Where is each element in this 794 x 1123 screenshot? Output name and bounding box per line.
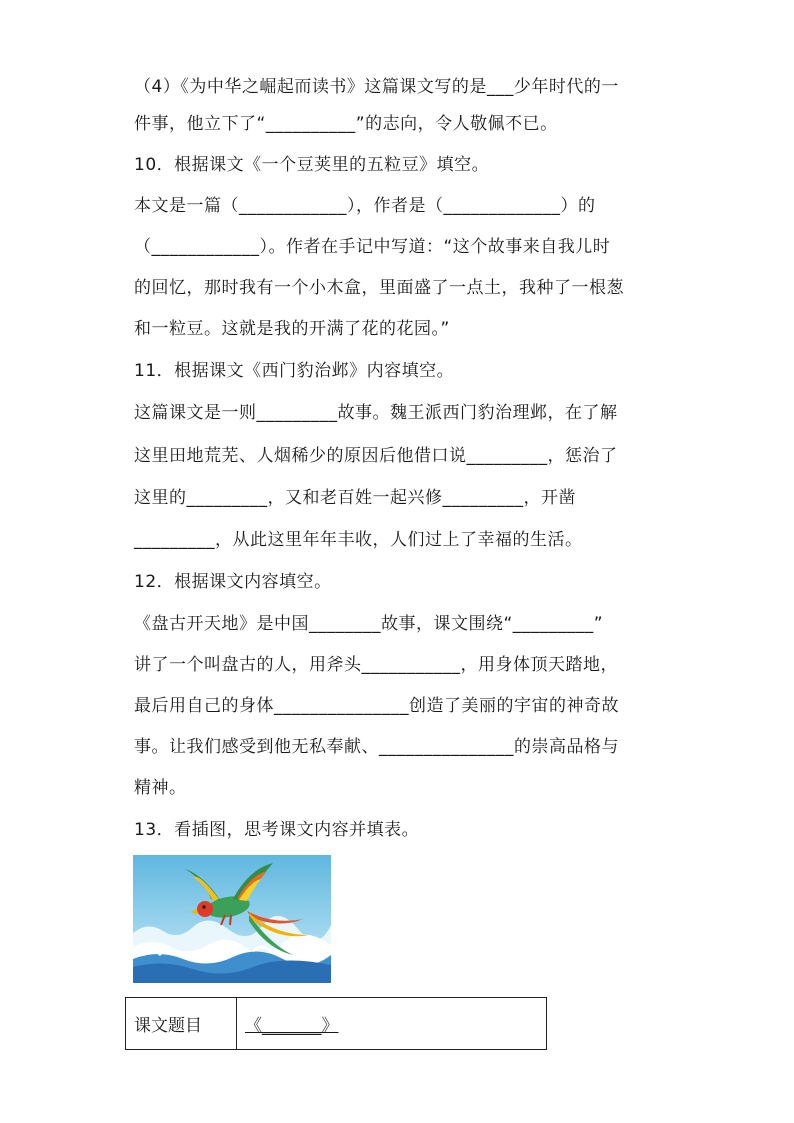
text-line: 讲了一个叫盘古的人，用斧头___________，用身体顶天踏地，	[134, 655, 618, 675]
question-heading: 13．看插图，思考课文内容并填表。	[134, 820, 420, 840]
question-heading: 12．根据课文内容填空。	[134, 572, 332, 592]
text-line: 的回忆，那时我有一个小木盒，里面盛了一点土，我种了一根葱	[134, 278, 624, 298]
text-line: 这里的_________，又和老百姓一起兴修_________，开凿	[134, 488, 576, 508]
text-line: （4）《为中华之崛起而读书》这篇课文写的是___少年时代的一	[134, 77, 619, 97]
text-line: 《盘古开天地》是中国________故事，课文围绕“_________”	[134, 614, 604, 634]
text-line: 本文是一篇（____________），作者是（_____________）的	[134, 196, 596, 216]
text-line: 精神。	[134, 778, 187, 798]
table-answer-cell[interactable]	[237, 998, 547, 1050]
text-line: （____________）。作者在手记中写道：“这个故事来自我儿时	[134, 237, 611, 257]
text-line: 最后用自己的身体_______________创造了美丽的宇宙的神奇故	[134, 696, 619, 716]
text-line: 这篇课文是一则_________故事。魏王派西门豹治理邺，在了解	[134, 403, 618, 423]
text-line: _________，从此这里年年丰收，人们过上了幸福的生活。	[134, 530, 583, 550]
lesson-title-blank: 《_______》	[245, 1016, 339, 1036]
table-header-cell: 课文题目	[126, 998, 237, 1050]
text-line: 和一粒豆。这就是我的开满了花的花园。”	[134, 319, 450, 339]
text-line: 这里田地荒芜、人烟稀少的原因后他借口说_________，惩治了	[134, 446, 618, 466]
question-heading: 11．根据课文《西门豹治邺》内容填空。	[134, 361, 455, 381]
question-heading: 10．根据课文《一个豆荚里的五粒豆》填空。	[134, 155, 490, 175]
bird-over-sea-illustration	[133, 855, 331, 983]
table-row	[126, 998, 547, 1050]
answer-table	[125, 997, 547, 1050]
text-line: 事。让我们感受到他无私奉献、_______________的崇高品格与	[134, 737, 619, 757]
text-line: 件事，他立下了“__________”的志向，令人敬佩不已。	[134, 114, 558, 134]
